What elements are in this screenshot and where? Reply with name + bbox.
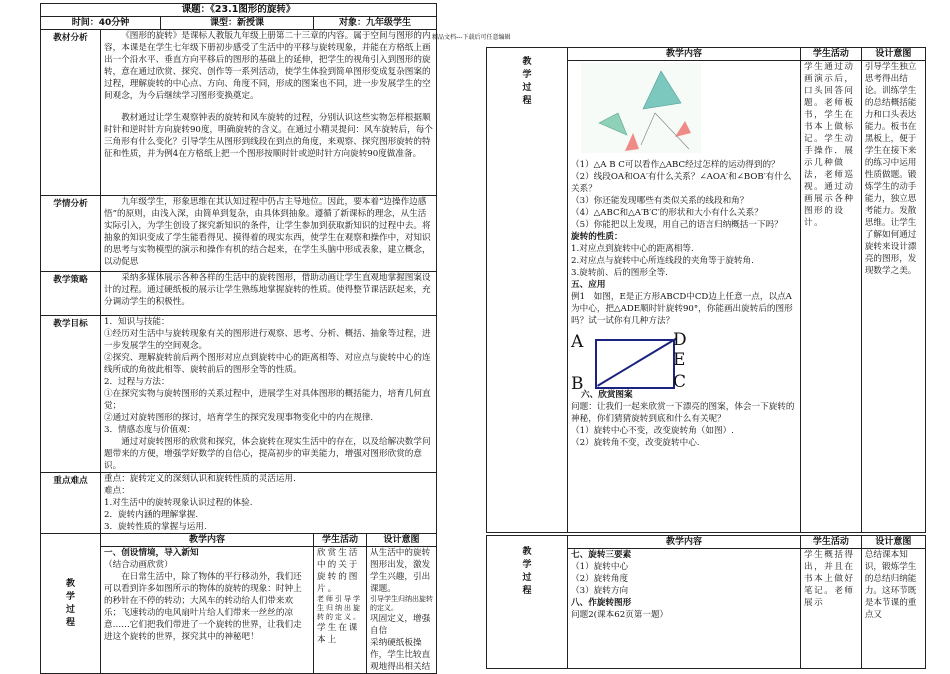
goal-line: ①经历对生活中与旋转现象有关的图形进行观察、思考、分析、概括、抽象等过程，进一步发展学生的空间观念。	[104, 329, 431, 351]
right-col-intent-header-2: 设计意图	[861, 536, 925, 549]
right-activity-cell	[801, 61, 862, 533]
section-6-title: 六、欣赏图案	[581, 390, 633, 400]
section-7-line: （2）旋转角度	[571, 574, 629, 584]
rotation-figure	[581, 63, 701, 153]
right-process-label-2-text: 教 学 过 程	[522, 547, 532, 596]
section-1-text: 在日常生活中，除了物体的平行移动外，我们还可以看到许多如图所示的物体的旋转的现象：时钟上的秒针在不停的转动；大风车的转动给人们带来欢乐；飞速转动的电风扇叶片给人们带来一丝丝的凉意……它们把我们带进了一个旋转的世界，让我们走进这个旋转的世界，探究其中的神秘吧！	[104, 572, 302, 642]
section-1-sub: （结合动画欣赏）	[104, 560, 173, 570]
right-col-content-header-2: 教学内容	[568, 536, 801, 549]
goal-line: ②通过对旋转图形的探讨，培育学生的探究发现事物变化中的内在规律.	[104, 413, 374, 423]
right-process-label-2	[487, 536, 568, 669]
right-intent-text-2: 总结课本知识，锻炼学生的总结归纳能力。这环节既是本节课的重点又	[864, 550, 917, 620]
goal-line: 1．知识与技能：	[104, 317, 170, 327]
right-col-activity-header-2: 学生活动	[801, 536, 862, 549]
goals-cell	[101, 316, 437, 473]
question-line: （1）△A B C可以看作△ABC经过怎样的运动得到的？	[571, 160, 780, 170]
section-1-title: 一、创设情境，导入新知	[104, 548, 199, 558]
question-line: （3）你还能发现哪些有类似关系的线段和角？	[571, 196, 749, 206]
activity-1-note: 老师引导学生归纳出旋转的定义。	[317, 595, 362, 621]
row-label-strategy: 教学策略	[41, 272, 101, 316]
process-label	[41, 534, 101, 674]
header-note: 精品文档---下载后可任意编辑	[432, 34, 511, 41]
right-col-content-header: 教学内容	[568, 48, 801, 61]
process-label-text: 教 学 过 程	[65, 578, 75, 628]
intent-1-note: 引导学生归纳出旋转的定义。	[370, 595, 433, 612]
process-activity-cell	[314, 547, 367, 674]
section-8-line: 问题2(课本62页第一题）	[571, 610, 669, 620]
vertex-d-label: D	[673, 330, 687, 350]
property-line: 1.对应点到旋转中心的距离相等.	[571, 244, 694, 254]
keypoint-line: 1.对生活中的旋转现象认识过程的体验.	[104, 498, 253, 508]
material-cell	[101, 30, 437, 196]
right-col-activity-header: 学生活动	[801, 48, 862, 61]
goal-line: 2．过程与方法：	[104, 377, 170, 387]
meta-audience: 对象：九年级学生	[314, 17, 437, 30]
goal-line: ②探究、理解旋转前后两个图形对应点到旋转中心的距离相等、对应点与旋转中心的连线所成的角彼此相等、旋转前后的图形全等的性质。	[104, 353, 431, 375]
section-7-line: （1）旋转中心	[571, 562, 629, 572]
right-content-cell	[568, 61, 801, 533]
row-label-goals: 教学目标	[41, 316, 101, 473]
section-6-text: 问题：让我们一起来欣赏一下漂亮的图案，体会一下旋转的神秘，你们猜猜旋转到底和什么有关呢？	[571, 402, 795, 424]
meta-time: 时间：40分钟	[41, 17, 161, 30]
properties-title: 旋转的性质：	[571, 232, 623, 242]
vertex-e-label: E	[673, 350, 686, 370]
right-intent-text: 引导学生独立思考得出结论。训练学生的总结概括能力和口头表达能力。板书在黑板上，便于学生在接下来的练习中运用性质做题。锻炼学生的动手能力，独立思考能力。发散思维。让学生了解如何通过旋转来设计漂亮的图形，发现数学之美。	[864, 62, 917, 276]
goal-line: ①在探究实物与旋转图形的关系过程中，进展学生对具体图形的概括能力，培育几何直觉；	[104, 389, 431, 411]
row-label-keypoints: 重点难点	[41, 473, 101, 534]
right-intent-cell	[861, 61, 925, 533]
right-intent-cell-2	[861, 549, 925, 669]
intent-1-b: 巩固定义，增强自信	[370, 614, 431, 636]
students-p1: 九年级学生，形象思维在其认知过程中仍占主导地位。因此，要本着“边操作边感悟”的原则，由浅入深，由简单到复杂，由具体到抽象。遵循了新课标的理念，从生活实际引入，为学生创设了探究新知识的条件，让学生参加到获取新知识的过程中去。将抽象的知识变成了学生能看得见、摸得着的现实东西，使学生在观察和操作中，对知识的思考与实物模型的演示和操作有机的结合起来，在学生头脑中形成表象，建立概念，以动促思	[104, 197, 431, 267]
goal-line: 通过对旋转图形的欣赏和探究，体会旋转在现实生活中的存在，以及给解决数学问题带来的方便，增强学好数学的自信心，提高初步的审美能力，增强对图形欣赏的意识。	[104, 437, 431, 471]
row-label-students: 学情分析	[41, 196, 101, 272]
process-intent-cell	[367, 547, 437, 674]
process-content-cell	[101, 547, 314, 674]
square-figure	[571, 330, 797, 394]
strategy-p1: 采纳多媒体展示各种各样的生活中的旋转图形，借助动画让学生直观地掌握图案设计的过程。通过硬纸板的展示让学生熟练地掌握旋转的性质。使得整节课活跃起来，充分调动学生的积极性。	[104, 273, 431, 307]
right-activity-cell-2	[801, 549, 862, 669]
right-process-label-text: 教 学 过 程	[522, 57, 532, 106]
right-process-label	[487, 48, 568, 533]
keypoint-line: 难点：	[104, 486, 130, 496]
keypoint-line: 重点：旋转定义的深刻认识和旋转性质的灵活运用.	[104, 474, 296, 484]
right-process-table-2	[486, 535, 926, 669]
meta-type: 课型：新授课	[161, 17, 314, 30]
activity-1: 欣赏生活中的关于旋转的图片。	[317, 548, 360, 594]
col-intent-header: 设计意图	[367, 534, 437, 547]
intent-1-c: 采纳硬纸板操作，学生比较直观地得出相关结	[370, 638, 431, 672]
right-activity-text: 学生通过动画演示后，口头回答问题。老师板书，学生在书本上做标记。学生动手操作．展示几种做法，老师巡视。通过动画展示各种图形的设计。	[804, 62, 855, 228]
section-6-line: （1）旋转中心不变，改变旋转角（如图）.	[571, 426, 734, 436]
left-lesson-table	[40, 3, 437, 674]
right-content-cell-2	[568, 549, 801, 669]
right-col-intent-header: 设计意图	[861, 48, 925, 61]
goal-line: 3．情感态度与价值观：	[104, 425, 196, 435]
activity-1-b: 学生在课本上	[317, 623, 360, 645]
keypoint-line: 3．旋转性质的掌握与运用.	[104, 522, 207, 532]
keypoint-line: 2．旋转内涵的理解掌握.	[104, 510, 199, 520]
section-8-title: 八、作旋转图形	[571, 598, 632, 608]
example-1: 例1 如图，E是正方形ABCD中CD边上任意一点，以点A为中心，把△ADE顺时针旋转90°，你能画出旋转后的图形吗？试一试你有几种方法？	[571, 292, 793, 326]
vertex-c-label: C	[673, 372, 687, 392]
row-label-material: 教材分析	[41, 30, 101, 196]
right-activity-text-2: 学生概括得出，并且在书本上做好笔记。老师展示	[804, 550, 855, 608]
property-line: 3.旋转前、后的图形全等.	[571, 268, 668, 278]
material-p2: 教材通过让学生观察钟表的旋转和风车旋转的过程，分别认识这些实物怎样根据顺时针和逆时针方向旋转90度，明确旋转的含义。在通过小精灵提问：风车旋转后，每个三角形有什么变化？引导学生从图形到线段在到点的角度，来观察、探究图形旋转的特征和性质，并为例4在方格纸上把一个图形按顺时针或逆时针方向旋转90度做准备。	[104, 113, 433, 159]
vertex-a-label: A	[571, 332, 584, 352]
col-activity-header: 学生活动	[314, 534, 367, 547]
question-line: （4）△ABC和△A′B′C′的形状和大小有什么关系？	[571, 208, 763, 218]
question-line: （5）你能把以上发现，用自己的语言归纳概括一下吗？	[571, 220, 783, 230]
right-process-table	[486, 47, 926, 533]
section-7-line: （3）旋转方向	[571, 586, 629, 596]
intent-1: 从生活中的旋转图形出发，激发学生兴趣，引出课题。	[370, 548, 431, 594]
property-line: 2.对应点与旋转中心所连线段的夹角等于旋转角.	[571, 256, 754, 266]
section-5-title: 五、应用	[571, 280, 606, 290]
section-7-title: 七、旋转三要素	[571, 550, 632, 560]
question-line: （2）线段OA和OA′有什么关系？∠AOA′和∠BOB′有什么关系？	[571, 172, 792, 194]
section-6-line: （2）旋转角不变，改变旋转中心.	[571, 438, 700, 448]
material-p1: 《图形的旋转》是课标人教版九年级上册第二十三章的内容。属于空间与图形的内容，本课是在学生七年级下册初步感受了生活中的平移与旋转现象，并能在方格纸上画出一个沿水平、垂直方向平移后的图形的基础上的延伸，把学生的视角引入到图形的旋转，意在通过欣赏、探究、创作等一系列活动，使学生体验到简单图形变成复杂图案的过程，理解旋转的中心点、方向、角度不同，形成的图案也不同，进一步发展学生的空间观念，为今后继续学习图形变换奠定。	[104, 31, 431, 101]
lesson-title: 课题：《23.1图形的旋转》	[41, 4, 437, 17]
vertex-b-label: B	[571, 374, 584, 394]
col-content-header: 教学内容	[101, 534, 314, 547]
